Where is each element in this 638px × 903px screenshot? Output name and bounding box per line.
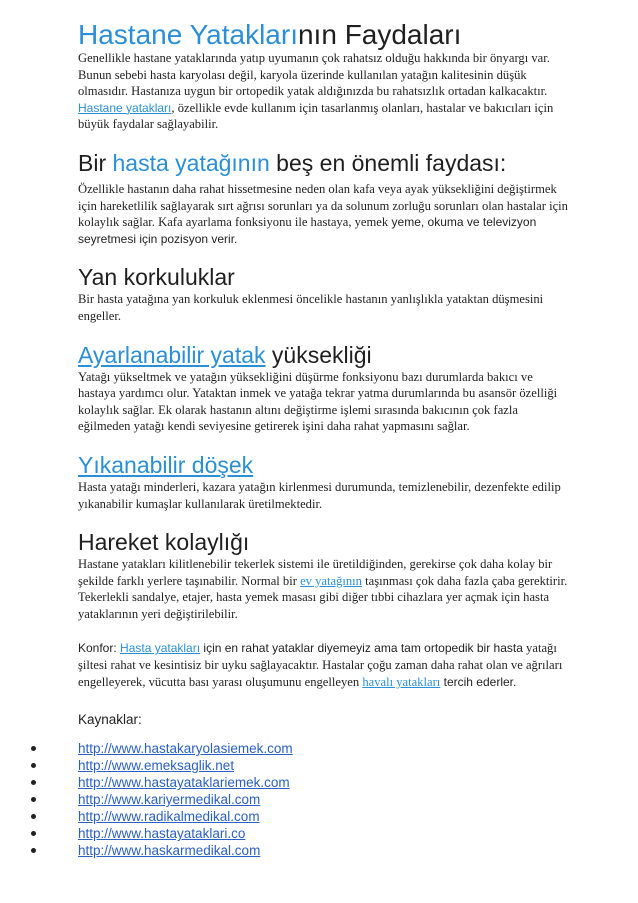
konfor-paragraph: Konfor: Hasta yatakları için en rahat yataklar diyemeyiz ama tam ortopedik bir hasta yatağı şiltesi rahat ve kesintisiz bir uyku sağlayacaktır. Hastalar çoğu zaman daha rahat olan ve ağrıları engelleyerek, vücutta bası yarası oluşumunu engelleyen havalı yatakları tercih ederler. — [78, 641, 563, 689]
bullet-icon — [31, 848, 36, 853]
section-heading-adjustable-height: Ayarlanabilir yatak yüksekliği — [78, 341, 372, 368]
intro-paragraph: Genellikle hastane yataklarında yatıp uyumanın çok rahatsız olduğu hakkında bir önyargı var. Bunun sebebi hasta karyolası değil, karyola üzerinde kullanılan yatağın kalitesinin düşük olmasıdır. Hastanıza uygun bir ortopedik yatak aldığınızda bu rahatsızlık ortadan kalkacaktır. Hastane yatakları, özellikle evde kullanım için tasarlanmış olanları, hastalar ve bakıcıları için büyük faydalar sağlayabilir. — [78, 51, 554, 132]
bullet-icon — [31, 831, 36, 836]
section-heading-benefits: Bir hasta yatağının beş en önemli faydası: — [78, 149, 507, 176]
list-item — [0, 791, 638, 808]
list-item — [0, 757, 638, 774]
sources-list — [0, 740, 638, 859]
hastane-yataklari-link[interactable]: Hastane yatakları — [78, 100, 172, 115]
bullet-icon — [31, 763, 36, 768]
adjustable-height-paragraph: Yatağı yükseltmek ve yatağın yüksekliğini düşürme fonksiyonu bazı durumlarda bakıcı ve hastaya yardımcı olur. Yataktan inmek ve yatağa tekrar yatma durumlarında bu asansör özelliği kolaylık sağlar. Ek olarak hastanın altını değiştirme işlemi sırasında bakıcının çok fazla eğilmeden yatağı kendi seviyesine getirerek işini daha rahat yapmasını sağlar. — [78, 369, 558, 434]
source-link[interactable]: http://www.haskarmedikal.com — [78, 843, 261, 858]
section-heading-side-rails: Yan korkuluklar — [78, 264, 235, 291]
hasta-yatagi-link[interactable]: hasta yatağının — [112, 149, 270, 176]
source-link[interactable]: http://www.emeksaglik.net — [78, 758, 235, 773]
hasta-yataklari-link[interactable]: Hasta yatakları — [120, 641, 201, 656]
section-heading-mobility: Hareket kolaylığı — [78, 529, 250, 556]
page-title: Hastane Yataklarının Faydaları — [78, 19, 462, 50]
list-item — [0, 808, 638, 825]
yikanabilir-dosek-link[interactable]: Yıkanabilir döşek — [78, 451, 254, 478]
ayarlanabilir-yatak-link[interactable]: Ayarlanabilir yatak — [78, 341, 266, 368]
side-rails-paragraph: Bir hasta yatağına yan korkuluk eklenmesi öncelikle hastanın yanlışlıkla yataktan düşmesini engeller. — [78, 292, 544, 323]
list-item — [0, 842, 638, 859]
benefits-paragraph: Özellikle hastanın daha rahat hissetmesine neden olan kafa veya ayak yüksekliğini değiştirmek için hareketlilik sağlayarak sırt ağrısı sorunları ya da solunum zorluğu sorunları olan hastalar için kolaylık sağlar. Kafa ayarlama fonksiyonu ile hastaya, yemek yeme, okuma ve televizyon seyretmesi için pozisyon verir. — [78, 181, 568, 246]
document-body — [78, 18, 568, 727]
bullet-icon — [31, 746, 36, 751]
bullet-icon — [31, 797, 36, 802]
bullet-icon — [31, 814, 36, 819]
washable-mattress-paragraph: Hasta yatağı minderleri, kazara yatağın kirlenmesi durumunda, temizlenebilir, dezenfekte edilip yıkanabilir kumaşlar kullanılarak üretilmektedir. — [78, 479, 561, 511]
mobility-paragraph: Hastane yatakları kilitlenebilir tekerlek sistemi ile üretildiğinden, gerekirse çok daha kolay bir şekilde farklı yerlere taşınabilir. Normal bir ev yatağının taşınması çok daha fazla çaba gerektirir. Tekerlekli sandalye, etajer, hasta yemek masası gibi diğer tıbbi cihazlara yer açmak için hasta yataklarının yeri değiştirilebilir. — [78, 557, 568, 621]
list-item — [0, 740, 638, 757]
title-link[interactable]: Hastane Yatakları — [78, 19, 298, 50]
source-link[interactable]: http://www.hastakaryolasiemek.com — [78, 741, 293, 756]
source-link[interactable]: http://www.hastayataklariemek.com — [78, 775, 290, 790]
source-link[interactable]: http://www.hastayataklari.co — [78, 826, 246, 841]
list-item — [0, 774, 638, 791]
source-link[interactable]: http://www.radikalmedikal.com — [78, 809, 260, 824]
sources-label: Kaynaklar: — [78, 712, 142, 728]
list-item — [0, 825, 638, 842]
source-link[interactable]: http://www.kariyermedikal.com — [78, 792, 261, 807]
ev-yatagi-link[interactable]: ev yatağının — [300, 573, 362, 588]
section-heading-washable-mattress — [78, 451, 568, 479]
havali-yataklar-link[interactable]: havalı yatakları — [362, 674, 441, 689]
bullet-icon — [31, 780, 36, 785]
